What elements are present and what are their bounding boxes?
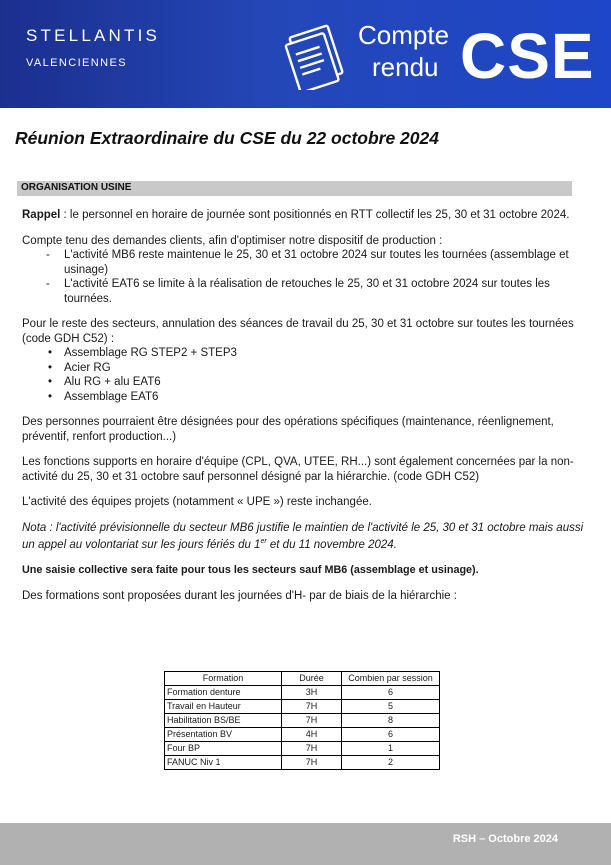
header-compte: Compte	[358, 20, 450, 50]
document-icon	[282, 20, 352, 90]
table-row: Formation denture 3H 6	[165, 686, 440, 700]
projets-paragraph: L'activité des équipes projets (notamment « UPE ») reste inchangée.	[22, 496, 372, 508]
table-row: Travail en Hauteur 7H 5	[165, 700, 440, 714]
header-cse: CSE	[460, 20, 595, 92]
list-item: - L'activité MB6 reste maintenue le 25, 30 et 31 octobre 2024 sur toutes les tournées (assemblage et usinage)	[46, 249, 569, 276]
rappel-text: : le personnel en horaire de journée sont positionnés en RTT collectif les 25, 30 et 31 octobre 2024.	[60, 209, 570, 221]
list-item: • Acier RG	[48, 361, 111, 374]
list-item: - L'activité EAT6 se limite à la réalisation de retouches le 25, 30 et 31 octobre 2024 sur toutes les tournées.	[46, 278, 550, 305]
table-row: Four BP 7H 1	[165, 742, 440, 756]
formations-table	[164, 671, 440, 770]
table-row: Habilitation BS/BE 7H 8	[165, 714, 440, 728]
page-header	[0, 0, 611, 108]
table-row: Présentation BV 4H 6	[165, 728, 440, 742]
col-header: Combien par session	[342, 672, 440, 686]
footer-label: RSH – Octobre 2024	[452, 833, 558, 845]
stellantis-logo: STELLANTIS	[26, 26, 161, 45]
nota-paragraph: Nota : l'activité prévisionnelle du secteur MB6 justifie le maintien de l'activité le 25, 30 et 31 octobre mais aussi un appel au volontariat sur les jours fériés du 1er et du 11 novembre 2024.	[22, 521, 584, 551]
section-heading: ORGANISATION USINE	[21, 182, 132, 193]
table-header-row	[165, 672, 440, 686]
fonctions-paragraph: Les fonctions supports en horaire d'équipe (CPL, QVA, UTEE, RH...) sont également concernées par la non-activité du 25, 30 et 31 octobre sauf personnel désigné par la hiérarchie. (code GDH C52)	[22, 456, 574, 483]
col-header: Formation	[165, 672, 282, 686]
formations-intro: Des formations sont proposées durant les journées d'H- par de biais de la hiérarchie :	[22, 589, 457, 602]
list-item: • Alu RG + alu EAT6	[48, 376, 161, 388]
page-footer	[0, 823, 611, 865]
table-row: FANUC Niv 1 7H 2	[165, 756, 440, 770]
header-rendu: rendu	[372, 52, 439, 82]
page-title: Réunion Extraordinaire du CSE du 22 octobre 2024	[15, 128, 439, 148]
content-body	[22, 208, 587, 614]
rappel-paragraph	[22, 208, 587, 223]
personnes-paragraph: Des personnes pourraient être désignées pour des opérations spécifiques (maintenance, réenlignement, préventif, renfort production...)	[22, 416, 554, 443]
secteurs-intro: Pour le reste des secteurs, annulation des séances de travail du 25, 30 et 31 octobre sur toutes les tournées (code GDH C52) :	[22, 318, 574, 345]
col-header: Durée	[282, 672, 342, 686]
demandes-intro: Compte tenu des demandes clients, afin d'optimiser notre dispositif de production :	[22, 234, 443, 247]
demandes-list	[22, 248, 587, 306]
secteurs-list	[22, 346, 587, 404]
list-item: • Assemblage EAT6	[48, 390, 159, 403]
saisie-paragraph: Une saisie collective sera faite pour tous les secteurs sauf MB6 (assemblage et usinage).	[22, 564, 479, 577]
rappel-label: Rappel	[22, 209, 61, 221]
list-item: • Assemblage RG STEP2 + STEP3	[48, 347, 237, 359]
logo-subtitle: VALENCIENNES	[26, 57, 127, 69]
